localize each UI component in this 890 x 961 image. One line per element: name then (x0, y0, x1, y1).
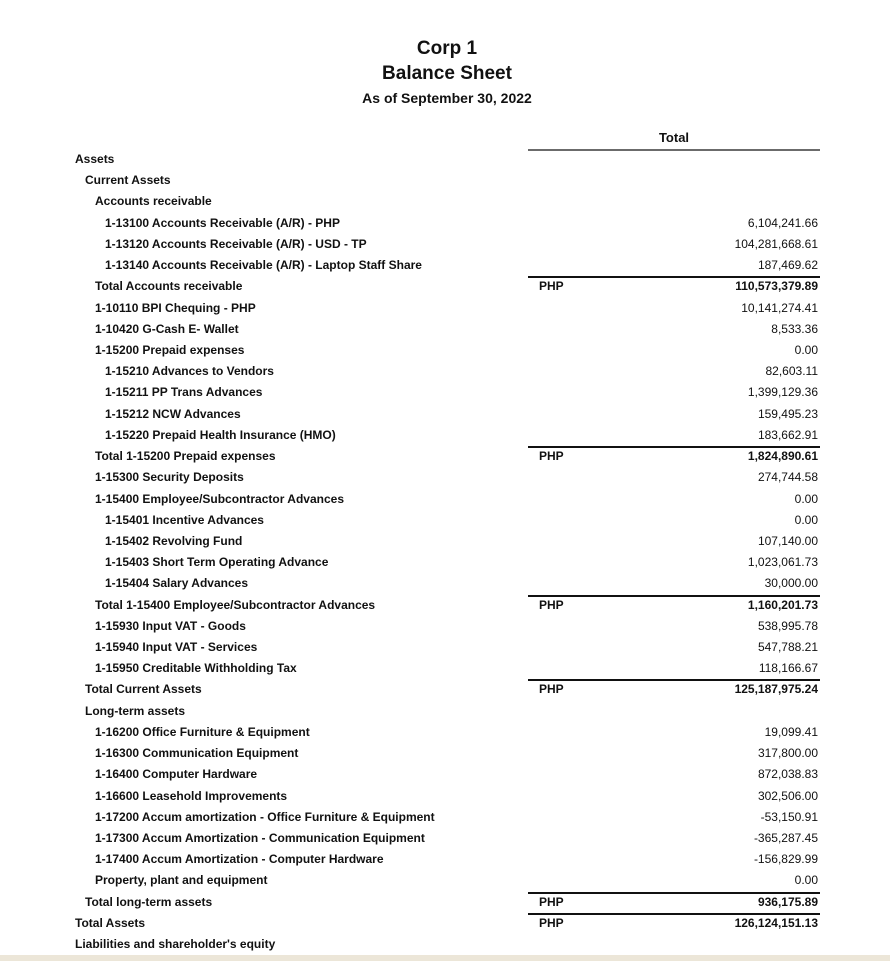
row-amount[interactable]: 110,573,379.89 (735, 279, 818, 294)
row-label[interactable]: Current Assets (85, 173, 171, 188)
report-title: Balance Sheet (382, 63, 512, 84)
row-label[interactable]: 1-17200 Accum amortization - Office Furniture & Equipment (95, 809, 435, 824)
row-label[interactable]: 1-17400 Accum Amortization - Computer Hardware (95, 852, 384, 867)
table-row[interactable] (0, 616, 890, 637)
row-amount[interactable]: 118,166.67 (758, 661, 818, 676)
row-amount[interactable]: 82,603.11 (765, 364, 818, 379)
row-label[interactable]: 1-13100 Accounts Receivable (A/R) - PHP (105, 215, 340, 230)
row-amount[interactable]: 317,800.00 (757, 746, 818, 761)
row-currency: PHP (539, 682, 564, 697)
total-row[interactable] (0, 276, 890, 297)
row-currency: PHP (539, 915, 564, 930)
table-row[interactable] (0, 298, 890, 319)
table-row[interactable] (0, 213, 890, 234)
table-row[interactable] (0, 934, 890, 955)
row-amount[interactable]: 274,744.58 (757, 470, 818, 485)
row-label[interactable]: 1-15950 Creditable Withholding Tax (95, 661, 297, 676)
row-label[interactable]: Total Accounts receivable (95, 279, 243, 294)
row-amount[interactable]: 159,495.23 (757, 406, 818, 421)
row-amount[interactable]: 872,038.83 (757, 767, 818, 782)
total-row[interactable] (0, 892, 890, 913)
row-label[interactable]: Accounts receivable (95, 194, 212, 209)
table-row[interactable] (0, 828, 890, 849)
row-amount[interactable]: -53,150.91 (760, 809, 818, 824)
row-amount[interactable]: 0.00 (794, 342, 818, 357)
table-row[interactable] (0, 743, 890, 764)
row-currency: PHP (539, 279, 564, 294)
row-label[interactable]: 1-15210 Advances to Vendors (105, 364, 274, 379)
row-label[interactable]: Property, plant and equipment (95, 873, 268, 888)
table-row[interactable] (0, 425, 890, 446)
table-row[interactable] (0, 489, 890, 510)
row-amount[interactable]: 6,104,241.66 (747, 215, 818, 230)
row-amount[interactable]: 0.00 (794, 873, 818, 888)
row-label[interactable]: 1-13140 Accounts Receivable (A/R) - Laptop Staff Share (105, 258, 422, 273)
table-row[interactable] (0, 637, 890, 658)
row-label[interactable]: 1-13120 Accounts Receivable (A/R) - USD - TP (105, 236, 367, 251)
row-label[interactable]: 1-15940 Input VAT - Services (95, 640, 258, 655)
balance-sheet-rows (0, 149, 890, 955)
report-header (0, 36, 890, 108)
table-row[interactable] (0, 552, 890, 573)
table-row[interactable] (0, 531, 890, 552)
table-row[interactable] (0, 658, 890, 679)
row-label[interactable]: 1-15211 PP Trans Advances (105, 385, 263, 400)
table-row[interactable] (0, 722, 890, 743)
row-label[interactable]: 1-15220 Prepaid Health Insurance (HMO) (105, 427, 336, 442)
footer-bar (0, 955, 890, 961)
column-header-total[interactable]: Total (528, 128, 820, 151)
row-label[interactable]: 1-15200 Prepaid expenses (95, 342, 245, 357)
table-row[interactable] (0, 340, 890, 361)
row-amount[interactable]: 183,662.91 (757, 427, 818, 442)
table-row[interactable] (0, 149, 890, 170)
row-label[interactable]: 1-10110 BPI Chequing - PHP (95, 300, 256, 315)
table-row[interactable] (0, 764, 890, 785)
total-row[interactable] (0, 913, 890, 934)
row-amount[interactable]: 1,023,061.73 (747, 555, 818, 570)
row-label[interactable]: Total Current Assets (85, 682, 202, 697)
row-label[interactable]: 1-15930 Input VAT - Goods (95, 618, 246, 633)
row-label[interactable]: Total 1-15200 Prepaid expenses (95, 449, 276, 464)
row-label[interactable]: 1-16200 Office Furniture & Equipment (95, 724, 310, 739)
table-row[interactable] (0, 573, 890, 594)
row-amount[interactable]: 10,141,274.41 (741, 300, 818, 315)
row-amount[interactable]: 538,995.78 (757, 618, 818, 633)
table-row[interactable] (0, 807, 890, 828)
row-amount[interactable]: 104,281,668.61 (734, 236, 818, 251)
row-label[interactable]: 1-15212 NCW Advances (105, 406, 241, 421)
row-label[interactable]: Total Assets (75, 915, 146, 930)
row-label[interactable]: 1-16600 Leasehold Improvements (95, 788, 288, 803)
table-row[interactable] (0, 191, 890, 212)
row-label[interactable]: 1-17300 Accum Amortization - Communication Equipment (95, 831, 425, 845)
row-label[interactable]: 1-15402 Revolving Fund (105, 533, 243, 548)
row-amount[interactable]: 1,824,890.61 (747, 449, 818, 464)
row-label[interactable]: Assets (75, 152, 115, 166)
table-row[interactable] (0, 170, 890, 191)
row-amount[interactable]: 936,175.89 (757, 894, 818, 909)
row-label[interactable]: 1-10420 G-Cash E- Wallet (95, 321, 239, 336)
row-amount[interactable]: 19,099.41 (764, 724, 818, 739)
row-amount[interactable]: 107,140.00 (757, 533, 818, 548)
row-amount[interactable]: 126,124,151.13 (734, 915, 818, 930)
table-row[interactable] (0, 467, 890, 488)
total-row[interactable] (0, 595, 890, 616)
row-amount[interactable]: 1,160,201.73 (747, 597, 818, 612)
row-currency: PHP (539, 597, 564, 612)
row-label[interactable]: 1-16300 Communication Equipment (95, 746, 299, 761)
table-row[interactable] (0, 404, 890, 425)
row-currency: PHP (539, 449, 564, 464)
row-amount[interactable]: 1,399,129.36 (747, 385, 818, 400)
row-label[interactable]: 1-15404 Salary Advances (105, 576, 248, 591)
row-amount[interactable]: 302,506.00 (757, 788, 818, 803)
row-label[interactable]: 1-16400 Computer Hardware (95, 767, 258, 782)
row-amount[interactable]: 30,000.00 (764, 576, 818, 591)
row-amount[interactable]: 187,469.62 (757, 258, 818, 273)
row-amount[interactable]: 547,788.21 (757, 640, 818, 655)
table-row[interactable] (0, 870, 890, 891)
row-amount[interactable]: 0.00 (794, 512, 818, 527)
row-amount[interactable]: 0.00 (794, 491, 818, 506)
table-row[interactable] (0, 510, 890, 531)
table-row[interactable] (0, 361, 890, 382)
report-date: As of September 30, 2022 (362, 90, 532, 106)
table-row[interactable] (0, 701, 890, 722)
row-label[interactable]: Long-term assets (85, 703, 186, 718)
row-label[interactable]: 1-15300 Security Deposits (95, 470, 244, 485)
row-label[interactable]: Total long-term assets (85, 894, 213, 909)
row-label[interactable]: 1-15400 Employee/Subcontractor Advances (95, 491, 344, 506)
table-row[interactable] (0, 382, 890, 403)
row-label[interactable]: Liabilities and shareholder's equity (75, 937, 276, 952)
table-row[interactable] (0, 234, 890, 255)
row-label[interactable]: 1-15401 Incentive Advances (105, 512, 264, 527)
table-row[interactable] (0, 319, 890, 340)
row-label[interactable]: Total 1-15400 Employee/Subcontractor Advances (95, 597, 376, 612)
row-amount[interactable]: 125,187,975.24 (734, 682, 818, 697)
table-row[interactable] (0, 255, 890, 276)
row-label[interactable]: 1-15403 Short Term Operating Advance (105, 555, 329, 570)
table-row[interactable] (0, 786, 890, 807)
table-row[interactable] (0, 849, 890, 870)
row-amount[interactable]: -365,287.45 (753, 831, 818, 845)
row-amount[interactable]: -156,829.99 (753, 852, 818, 867)
total-row[interactable] (0, 679, 890, 700)
row-amount[interactable]: 8,533.36 (771, 321, 818, 336)
total-row[interactable] (0, 446, 890, 467)
row-currency: PHP (539, 894, 564, 909)
company-name: Corp 1 (416, 38, 478, 59)
